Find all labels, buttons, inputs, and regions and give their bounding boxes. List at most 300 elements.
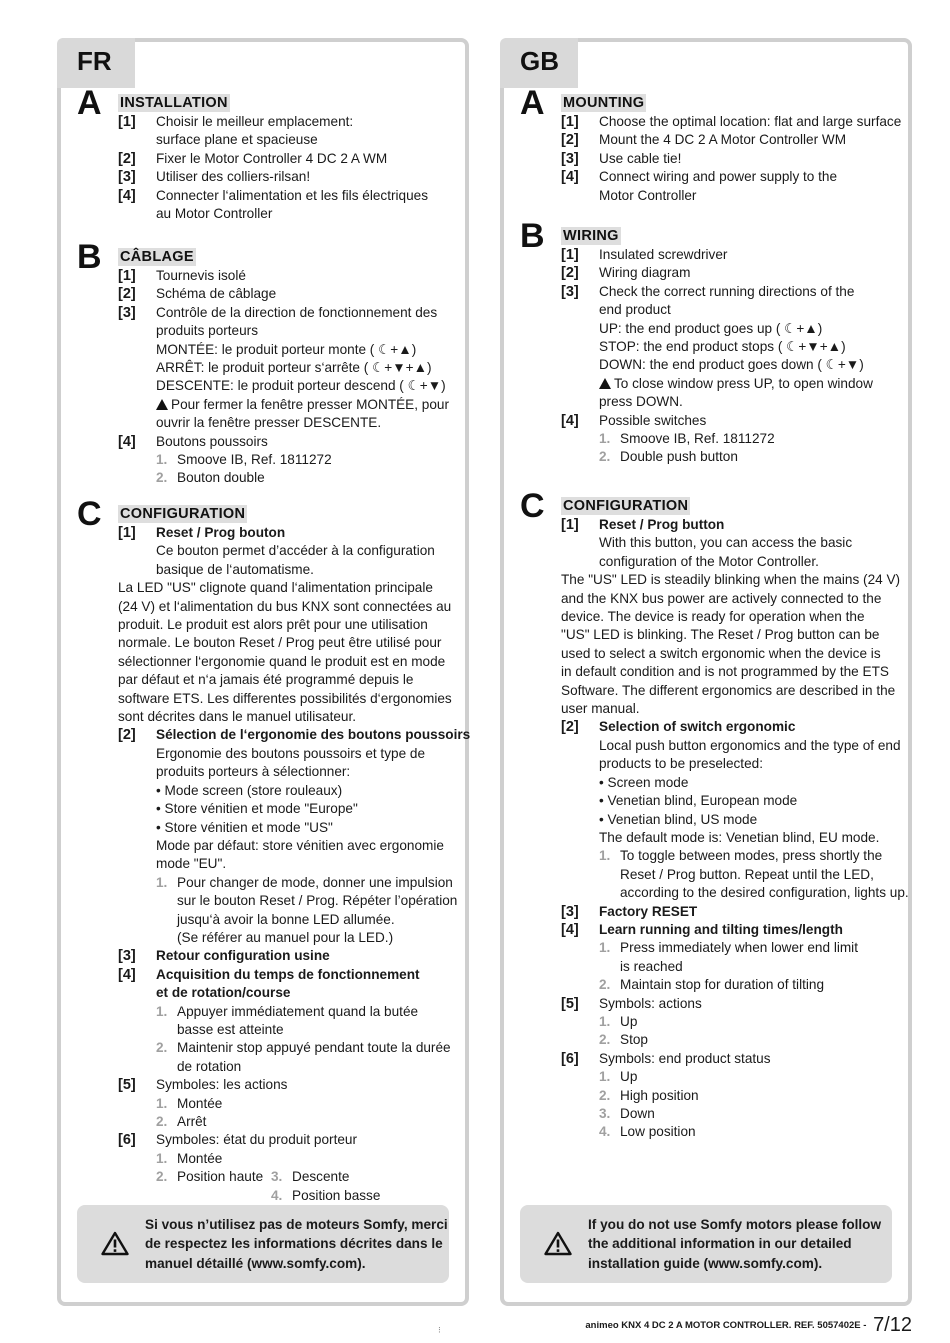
text-line — [518, 995, 896, 1013]
text-line — [518, 1013, 896, 1031]
line-text: normale. Le bouton Reset / Prog peut être utilisé pour — [118, 635, 442, 651]
sub-item-number: 2. — [599, 449, 611, 465]
warning-icon — [156, 399, 168, 410]
text-line — [75, 892, 458, 910]
line-text: • Venetian blind, US mode — [599, 811, 758, 827]
sub-item-number: 1. — [599, 1069, 611, 1085]
warning-message-line: manuel détaillé (www.somfy.com). — [145, 1255, 366, 1271]
line-text: Smoove IB, Ref. 1811272 — [177, 452, 332, 468]
footer-brand: animeo — [585, 1320, 619, 1331]
text-line — [75, 782, 453, 800]
text-line — [518, 571, 901, 589]
text-line — [518, 1105, 896, 1123]
section-title: CONFIGURATION — [563, 498, 689, 514]
text-line — [75, 396, 453, 414]
text-line — [518, 283, 896, 301]
text-line — [75, 966, 453, 984]
line-text: produit. Le produit est alors prêt pour une utilisation — [118, 617, 428, 633]
text-line — [75, 800, 453, 818]
text-line — [518, 958, 896, 976]
text-line — [518, 168, 896, 186]
text-line — [75, 285, 453, 303]
text-line — [518, 1068, 896, 1086]
warning-icon — [101, 1231, 129, 1256]
text-line — [518, 590, 896, 608]
column-gb — [500, 38, 912, 1306]
text-line — [75, 1039, 453, 1057]
line-text: • Store vénitien et mode "US" — [156, 819, 333, 835]
line-text: Ce bouton permet d’accéder à la configuration — [156, 543, 435, 559]
text-line — [518, 553, 896, 571]
line-text: Utiliser des colliers-rilsan! — [156, 169, 311, 185]
line-text: Position basse — [292, 1187, 381, 1203]
item-number: [3] — [118, 948, 136, 965]
text-line — [518, 187, 896, 205]
line-text: Insulated screwdriver — [599, 247, 728, 262]
line-text: Retour configuration usine — [156, 948, 330, 964]
line-text: Connecter l‘alimentation et les fils électriques — [156, 187, 429, 203]
warning-message-line: installation guide (www.somfy.com). — [588, 1255, 823, 1271]
sub-item-number: 3. — [271, 1169, 283, 1185]
text-line — [75, 561, 453, 579]
text-line — [518, 534, 896, 552]
line-text: et de rotation/course — [156, 985, 291, 1001]
text-line — [75, 205, 453, 223]
line-text: Factory RESET — [599, 903, 698, 919]
line-text: products to be preselected: — [599, 756, 763, 772]
line-text: Down — [620, 1106, 655, 1121]
line-text: • Store vénitien et mode "Europe" — [156, 801, 358, 817]
item-number: [1] — [561, 114, 579, 130]
line-text: Descente — [292, 1169, 350, 1185]
text-line — [518, 939, 896, 957]
text-line — [75, 726, 471, 744]
line-text: To close window press UP, to open window — [614, 375, 873, 391]
text-line — [75, 690, 453, 708]
line-text: High position — [620, 1087, 699, 1103]
item-number: [6] — [118, 1132, 136, 1149]
text-line — [75, 763, 453, 781]
text-line — [518, 246, 896, 264]
text-line — [518, 113, 902, 131]
section-title: INSTALLATION — [120, 95, 228, 111]
line-text: and the KNX bus power are actively connected to the — [561, 590, 882, 606]
line-text: Check the correct running directions of the — [599, 283, 855, 299]
line-text: par défaut et n‘a jamais été programmé depuis le — [118, 672, 414, 688]
text-line — [518, 131, 896, 149]
print-mark: ⁝ — [438, 1325, 441, 1335]
line-text: used to select a switch ergonomic when the device is — [561, 645, 881, 661]
line-text: Position haute — [177, 1169, 264, 1185]
line-text: To toggle between modes, press shortly the — [620, 848, 883, 864]
text-line — [75, 1003, 453, 1021]
item-number: [1] — [118, 268, 136, 284]
line-text: au Motor Controller — [156, 206, 273, 222]
text-line — [518, 755, 896, 773]
text-line — [518, 301, 896, 319]
line-text: DESCENTE: le produit porteur descend ( ☾+▼) — [156, 378, 446, 394]
text-line — [518, 150, 896, 168]
text-line — [518, 608, 896, 626]
line-text: ARRÊT: le produit porteur s‘arrête ( ☾+▼+▲) — [156, 360, 432, 376]
item-number: [1] — [118, 114, 136, 130]
sub-item-number: 2. — [599, 1032, 611, 1048]
line-text: in default condition and is not programmed by the ETS — [561, 664, 889, 680]
text-line — [518, 976, 896, 994]
text-line — [75, 634, 453, 652]
sub-item-number: 2. — [156, 1040, 168, 1056]
line-text: Pour changer de mode, donner une impulsion — [177, 874, 453, 890]
text-line — [518, 792, 896, 810]
line-text: basique de l‘automatisme. — [156, 561, 314, 577]
line-text: STOP: the end product stops ( ☾+▼+▲) — [599, 339, 846, 355]
text-line — [518, 718, 896, 736]
section-a-fr — [75, 84, 453, 223]
text-line — [518, 1087, 896, 1105]
line-text: Smoove IB, Ref. 1811272 — [620, 431, 775, 447]
item-number: [5] — [118, 1077, 136, 1094]
item-number: [4] — [561, 412, 579, 429]
line-text: Montée — [177, 1095, 223, 1111]
item-number: [1] — [561, 247, 579, 263]
section-letter: A — [520, 84, 545, 122]
text-line — [75, 1095, 453, 1113]
sub-item-number: 2. — [156, 1114, 168, 1129]
line-text: • Venetian blind, European mode — [599, 793, 798, 809]
line-text: Montée — [177, 1150, 223, 1166]
line-text: produits porteurs — [156, 323, 259, 339]
line-text: jusqu‘à avoir la bonne LED allumée. — [177, 911, 395, 927]
line-text: Sélection de l‘ergonomie des boutons poussoirs — [156, 727, 471, 743]
section-c-gb — [518, 487, 909, 1142]
line-text: • Mode screen (store rouleaux) — [156, 782, 343, 798]
warning-message-line: Si vous n’utilisez pas de moteurs Somfy, merci — [145, 1217, 448, 1232]
line-text: Symboles: état du produit porteur — [156, 1132, 357, 1148]
line-text: (24 V) et l‘alimentation du bus KNX sont connectées au — [118, 598, 452, 614]
text-line — [518, 356, 896, 374]
item-number: [3] — [118, 304, 136, 321]
line-text: Selection of switch ergonomic — [599, 719, 796, 735]
text-line — [518, 626, 896, 644]
line-text: UP: the end product goes up ( ☾+▲) — [599, 320, 823, 336]
line-text: Learn running and tilting times/length — [599, 921, 843, 937]
page-footer — [585, 1311, 912, 1334]
section-letter: B — [520, 217, 545, 255]
line-text: Maintain stop for duration of tilting — [620, 977, 825, 993]
line-text: sur le bouton Reset / Prog. Répéter l’opération — [177, 893, 458, 909]
warning-message-line: de respectez les informations décrites dans le — [145, 1236, 443, 1252]
line-text: Tournevis isolé — [156, 268, 246, 283]
line-text: Up — [620, 1013, 638, 1029]
text-line — [75, 469, 453, 487]
line-text: produits porteurs à sélectionner: — [156, 764, 351, 780]
item-number: [5] — [561, 995, 579, 1012]
warning-message-line: the additional information in our detailed — [588, 1236, 852, 1252]
section-b-gb — [518, 217, 896, 467]
item-number: [6] — [561, 1050, 579, 1067]
line-text: sont décrites dans le manuel utilisateur. — [118, 709, 357, 725]
sub-item-number: 3. — [599, 1106, 611, 1121]
line-text: Choisir le meilleur emplacement: — [156, 114, 354, 129]
sub-item-number: 1. — [599, 940, 611, 956]
line-text: Schéma de câblage — [156, 286, 277, 302]
sub-item-number: 1. — [156, 874, 168, 890]
text-line — [75, 708, 453, 726]
text-line — [75, 1076, 453, 1094]
text-line — [518, 866, 896, 884]
warning-message-line: If you do not use Somfy motors please follow — [588, 1217, 882, 1232]
line-text: Possible switches — [599, 412, 707, 428]
text-line — [518, 884, 909, 902]
text-line — [518, 1050, 896, 1068]
line-text: Up — [620, 1069, 638, 1085]
text-line — [75, 745, 453, 763]
text-line — [75, 131, 453, 149]
text-line — [518, 264, 896, 282]
item-number: [2] — [118, 286, 136, 303]
line-text: • Screen mode — [599, 774, 689, 790]
section-c-fr — [75, 495, 471, 1203]
item-number: [1] — [561, 517, 579, 533]
line-text: Connect wiring and power supply to the — [599, 169, 838, 185]
line-text: MONTÉE: le produit porteur monte ( ☾+▲) — [156, 341, 417, 357]
section-title: CONFIGURATION — [120, 506, 246, 522]
text-line — [75, 542, 453, 560]
line-text: (Se référer au manuel pour la LED.) — [177, 929, 394, 945]
line-text: Boutons poussoirs — [156, 433, 268, 449]
text-line — [518, 393, 896, 411]
warning-line — [75, 396, 453, 414]
warning-icon — [599, 378, 611, 389]
text-line — [75, 598, 453, 616]
line-text: Maintenir stop appuyé pendant toute la durée — [177, 1040, 451, 1056]
text-line — [75, 377, 453, 395]
text-line — [75, 451, 453, 469]
item-number: [2] — [118, 727, 136, 744]
sub-item-number: 1. — [599, 1013, 611, 1029]
text-line — [75, 414, 453, 432]
item-number: [2] — [561, 132, 579, 149]
item-number: [2] — [118, 150, 136, 167]
text-line — [75, 1021, 453, 1039]
language-tab-fr: FR — [57, 38, 135, 88]
text-line — [75, 1058, 453, 1076]
line-text: Acquisition du temps de fonctionnement — [156, 966, 420, 982]
line-text: Mode par défaut: store vénitien avec ergonomie — [156, 837, 444, 853]
warning-message — [145, 1215, 448, 1273]
line-text: Symboles: les actions — [156, 1077, 288, 1093]
line-text: user manual. — [561, 701, 640, 717]
text-line — [75, 267, 453, 285]
sub-item-number: 4. — [599, 1124, 611, 1140]
line-text: Symbols: end product status — [599, 1050, 771, 1066]
text-line — [75, 1168, 453, 1203]
line-text: ouvrir la fenêtre presser DESCENTE. — [156, 415, 382, 431]
text-line — [75, 113, 453, 131]
item-number: [3] — [561, 150, 579, 167]
text-line — [75, 984, 453, 1002]
text-line — [518, 847, 896, 865]
line-text: end product — [599, 302, 671, 318]
text-line — [518, 774, 896, 792]
line-text: press DOWN. — [599, 394, 683, 410]
sub-item-number: 4. — [271, 1187, 283, 1203]
warning-note-gb — [520, 1205, 892, 1283]
sub-item-number: 2. — [156, 1169, 168, 1185]
line-text: device. The device is ready for operation when the — [561, 609, 865, 625]
line-text: Double push button — [620, 449, 738, 465]
section-letter: C — [77, 495, 102, 533]
line-text: Mount the 4 DC 2 A Motor Controller WM — [599, 132, 847, 148]
item-number: [4] — [118, 966, 136, 983]
section-title: MOUNTING — [563, 95, 645, 111]
sub-item-number: 2. — [599, 977, 611, 993]
text-line — [75, 168, 453, 186]
text-line — [75, 929, 453, 947]
section-a-gb — [518, 84, 902, 205]
text-line — [518, 1031, 896, 1049]
warning-note-fr — [77, 1205, 449, 1283]
item-number: [4] — [118, 433, 136, 450]
line-text: software ETS. Les differentes possibilités d‘ergonomies — [118, 690, 452, 706]
item-number: [4] — [561, 921, 579, 938]
item-number: [3] — [561, 283, 579, 300]
text-line — [518, 811, 896, 829]
text-line — [75, 304, 453, 322]
text-line — [75, 433, 453, 451]
item-number: [3] — [118, 169, 136, 186]
section-letter: A — [77, 84, 102, 122]
line-text: Software. The different ergonomics are described in the — [561, 682, 896, 698]
text-line — [75, 579, 453, 597]
line-text: Low position — [620, 1124, 696, 1140]
text-line — [75, 341, 453, 359]
line-text: Reset / Prog bouton — [156, 525, 286, 540]
text-line — [518, 338, 896, 356]
section-letter: C — [520, 487, 545, 525]
text-line — [518, 682, 896, 700]
line-text: Appuyer immédiatement quand la butée — [177, 1003, 419, 1019]
text-line — [75, 837, 453, 855]
sub-item-number: 2. — [156, 470, 168, 486]
text-line — [75, 616, 453, 634]
item-number: [4] — [118, 187, 136, 204]
line-text: Local push button ergonomics and the type of end — [599, 737, 901, 753]
line-text: Choose the optimal location: flat and large surface — [599, 114, 902, 129]
language-tab-gb: GB — [500, 38, 578, 88]
item-number: [4] — [561, 169, 579, 186]
text-line — [518, 430, 896, 448]
text-line — [518, 645, 896, 663]
text-line — [518, 921, 896, 939]
line-text: according to the desired configuration, lights up. — [620, 885, 909, 901]
text-line — [75, 524, 453, 542]
warning-message — [588, 1215, 884, 1273]
text-line — [518, 375, 896, 393]
text-line — [75, 359, 453, 377]
line-text: is reached — [620, 958, 683, 974]
line-text: Reset / Prog button. Repeat until the LED, — [620, 866, 874, 882]
line-text: Wiring diagram — [599, 265, 691, 281]
text-line — [75, 671, 453, 689]
text-line — [518, 903, 896, 921]
line-text: basse est atteinte — [177, 1021, 284, 1037]
text-line — [518, 663, 896, 681]
line-text: Contrôle de la direction de fonctionnement des — [156, 304, 438, 320]
line-text: Press immediately when lower end limit — [620, 940, 858, 956]
line-text: Arrêt — [177, 1114, 207, 1129]
column-fr — [57, 38, 469, 1306]
text-line — [75, 911, 453, 929]
text-line — [518, 412, 896, 430]
sub-item-number: 1. — [156, 1095, 168, 1111]
line-text: Reset / Prog button — [599, 517, 725, 532]
line-text: de rotation — [177, 1058, 242, 1074]
text-line — [518, 737, 901, 755]
text-line — [518, 829, 896, 847]
warning-icon — [544, 1231, 572, 1256]
line-text: Stop — [620, 1032, 648, 1048]
line-text: Fixer le Motor Controller 4 DC 2 A WM — [156, 150, 388, 166]
text-line — [75, 855, 453, 873]
line-text: sélectionner l‘ergonomie quand le produit est en mode — [118, 653, 446, 669]
sub-item-number: 1. — [156, 1003, 168, 1019]
sub-item-number: 1. — [156, 452, 168, 468]
page-number: 7/12 — [873, 1314, 912, 1336]
warning-line — [518, 375, 896, 393]
section-title: CÂBLAGE — [120, 249, 194, 265]
section-b-fr — [75, 238, 453, 488]
text-line — [75, 947, 453, 965]
line-text: Pour fermer la fenêtre presser MONTÉE, pour — [171, 396, 450, 412]
sub-item-number: 1. — [599, 848, 611, 864]
text-line — [518, 320, 896, 338]
text-line — [75, 1131, 453, 1149]
text-line — [518, 1123, 896, 1141]
line-text: The default mode is: Venetian blind, EU mode. — [599, 829, 880, 845]
line-text: Ergonomie des boutons poussoirs et type de — [156, 745, 426, 761]
text-line — [75, 653, 453, 671]
sub-item-number: 2. — [599, 1087, 611, 1103]
line-text: Use cable tie! — [599, 150, 682, 166]
line-text: configuration of the Motor Controller. — [599, 553, 819, 569]
item-number: [2] — [561, 265, 579, 282]
line-text: Symbols: actions — [599, 995, 702, 1011]
line-text: Bouton double — [177, 470, 265, 486]
text-line — [518, 700, 896, 718]
text-line — [75, 874, 453, 892]
text-line — [75, 819, 453, 837]
text-line — [518, 516, 896, 534]
line-text: DOWN: the end product goes down ( ☾+▼) — [599, 357, 864, 373]
text-line — [518, 448, 896, 466]
item-number: [3] — [561, 903, 579, 920]
text-line — [75, 1113, 453, 1131]
footer-reference: KNX 4 DC 2 A MOTOR CONTROLLER. REF. 5057402E - — [621, 1320, 867, 1331]
line-text: mode "EU". — [156, 856, 227, 872]
line-text: La LED "US" clignote quand l‘alimentation principale — [118, 580, 433, 596]
item-number: [2] — [561, 719, 579, 736]
text-line — [75, 187, 453, 205]
line-text: Motor Controller — [599, 187, 697, 203]
sub-item-number: 1. — [599, 431, 611, 447]
section-title: WIRING — [563, 228, 619, 244]
sub-item-number: 1. — [156, 1150, 168, 1166]
item-number: [1] — [118, 525, 136, 541]
line-text: surface plane et spacieuse — [156, 132, 318, 148]
text-line — [75, 322, 453, 340]
text-line — [75, 150, 453, 168]
